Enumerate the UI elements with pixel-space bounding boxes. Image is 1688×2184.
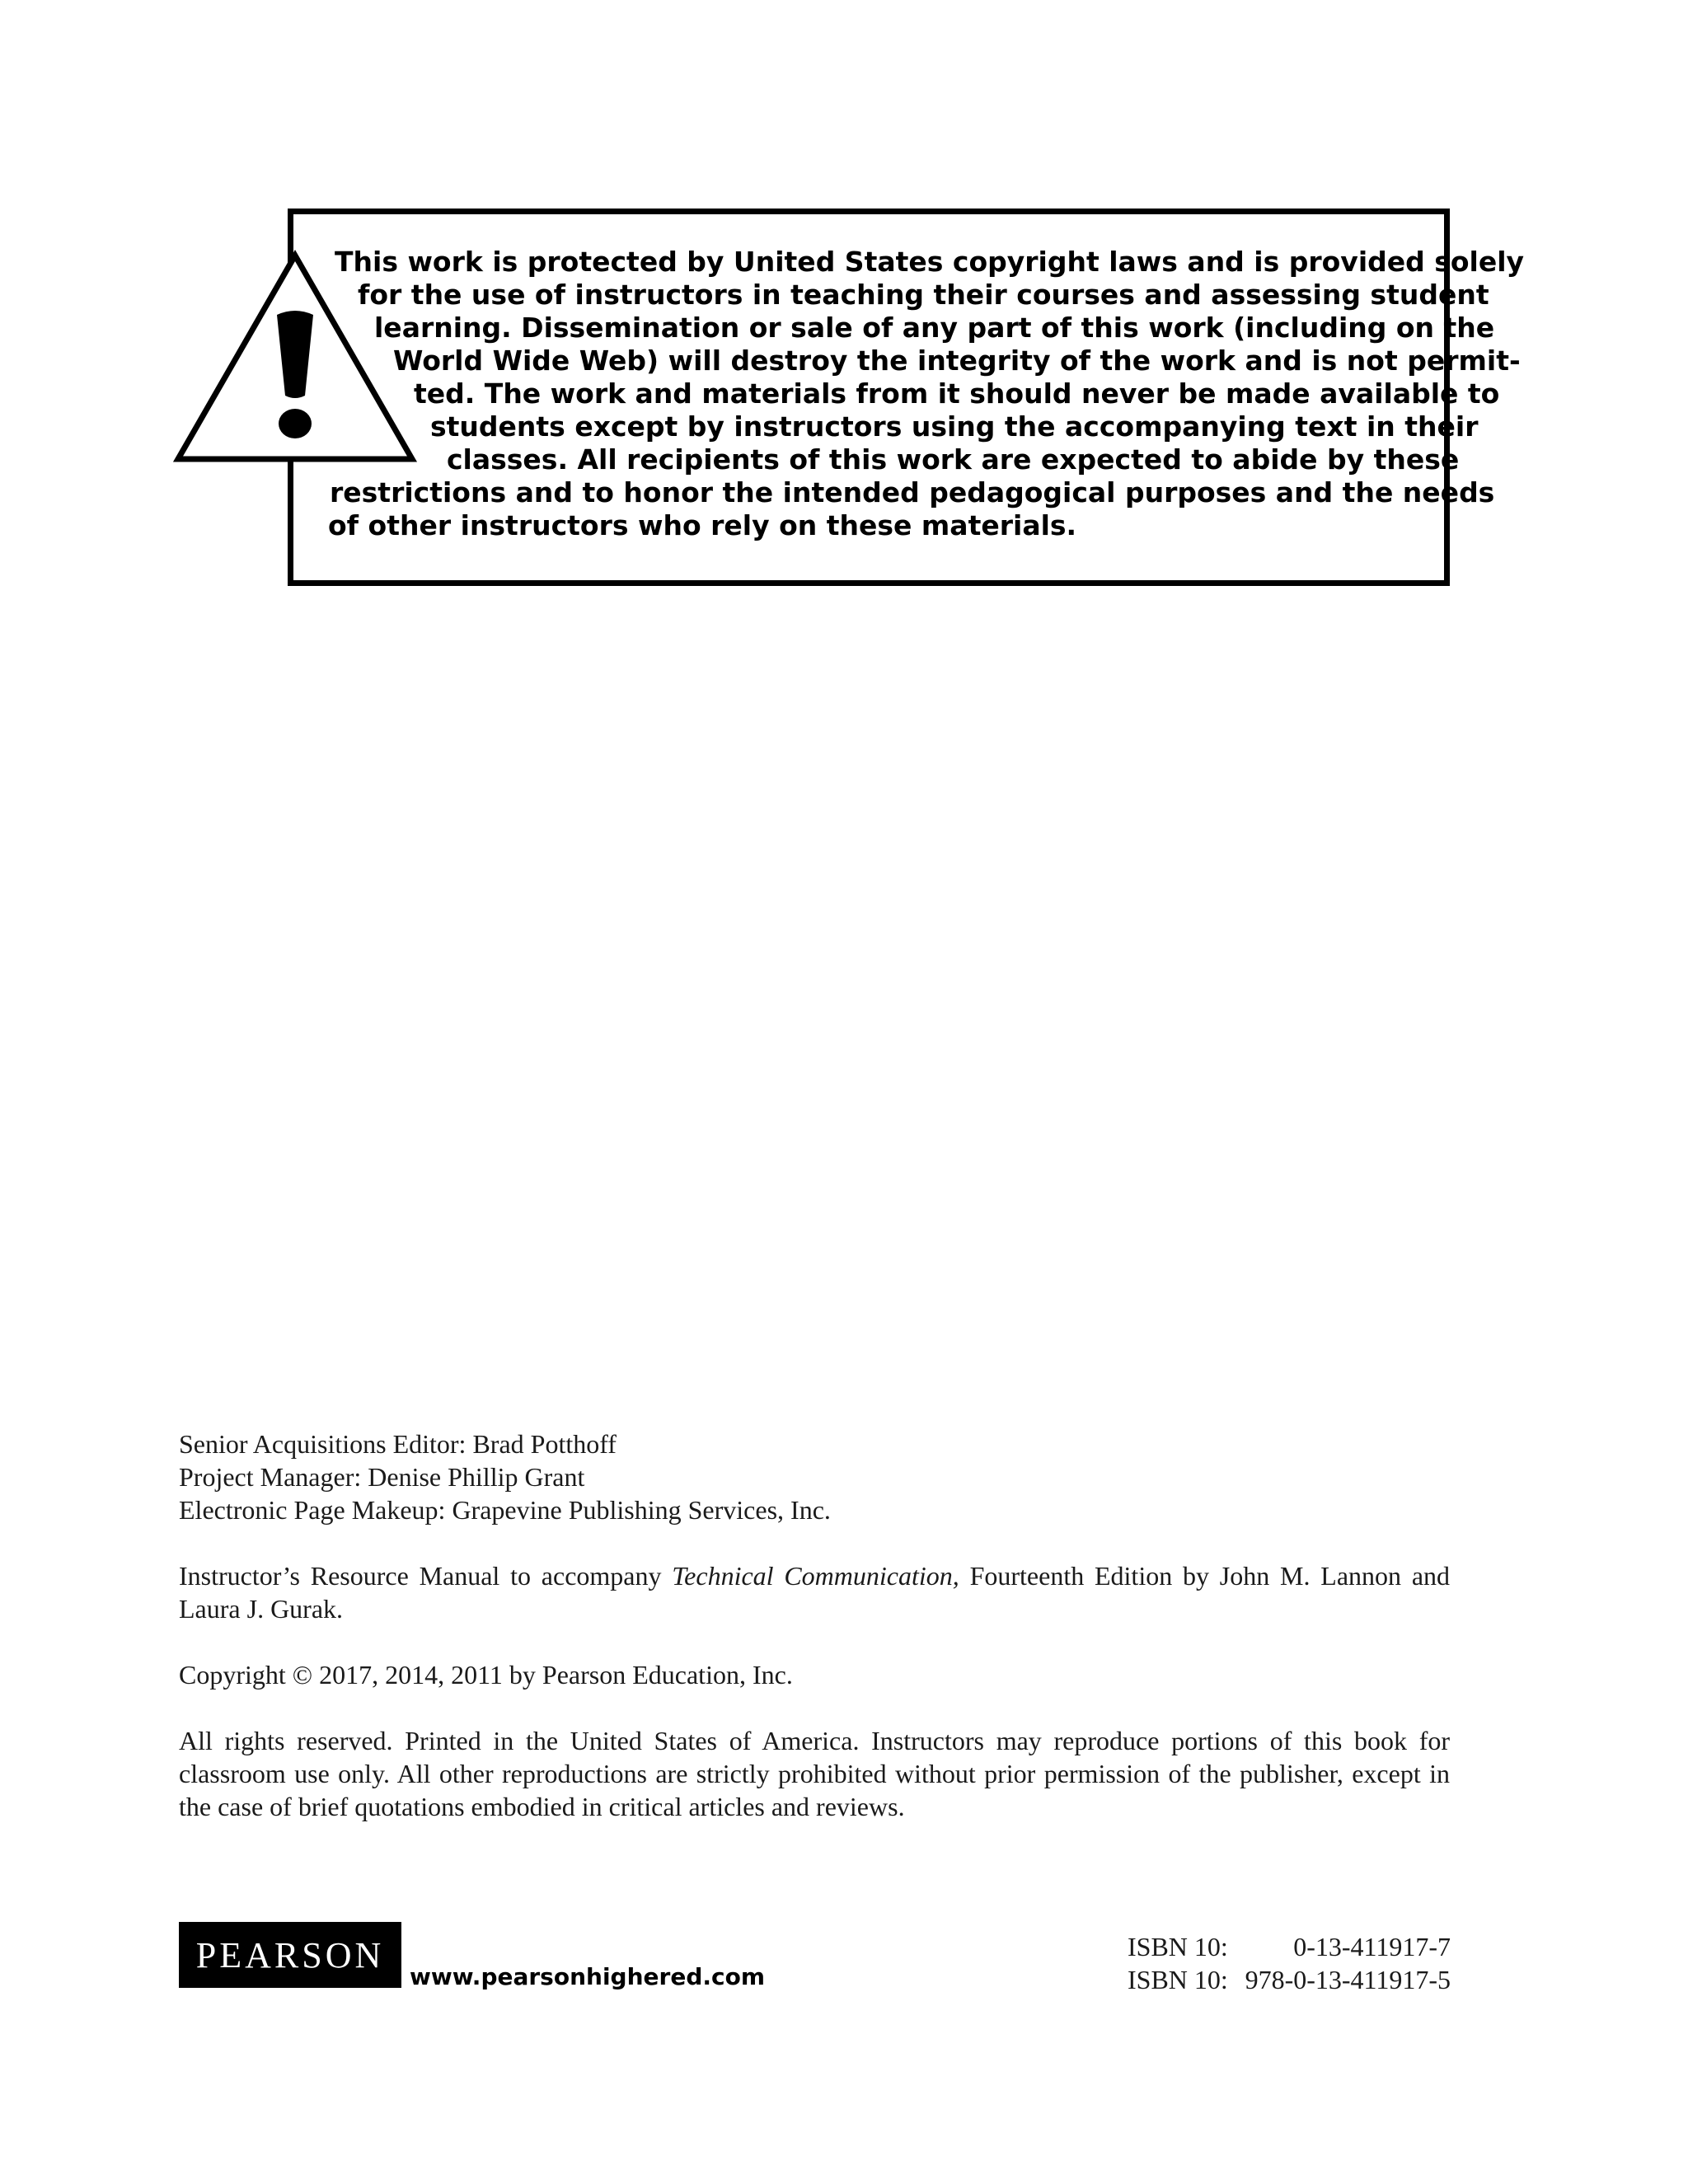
warning-line: learning. Dissemination or sale of any part of this work (including on the — [374, 312, 1495, 344]
publisher-website: www.pearsonhighered.com — [410, 1963, 766, 1990]
pearson-logo — [179, 1922, 401, 1988]
editor-credit: Senior Acquisitions Editor: Brad Potthoff — [179, 1429, 617, 1459]
isbn-block — [1128, 1930, 1451, 1996]
warning-line: ted. The work and materials from it should never be made available to — [414, 377, 1500, 410]
pearson-logo-text: PEARSON — [195, 1934, 385, 1975]
isbn-row — [1128, 1963, 1451, 1996]
manual-description — [179, 1559, 1450, 1625]
isbn-label: ISBN 10: — [1128, 1965, 1228, 1994]
warning-line: restrictions and to honor the intended pedagogical purposes and the needs — [330, 476, 1495, 509]
warning-line: classes. All recipients of this work are expected to abide by these — [447, 443, 1460, 476]
copyright-notice: Copyright © 2017, 2014, 2011 by Pearson Education, Inc. — [179, 1660, 793, 1690]
page-makeup-credit: Electronic Page Makeup: Grapevine Publishing Services, Inc. — [179, 1495, 831, 1525]
isbn-label: ISBN 10: — [1128, 1932, 1228, 1961]
book-title: Technical Communication, — [672, 1561, 959, 1591]
project-manager-credit: Project Manager: Denise Phillip Grant — [179, 1462, 585, 1492]
isbn-value: 978-0-13-411917-5 — [1245, 1965, 1451, 1994]
warning-line: of other instructors who rely on these materials. — [328, 509, 1077, 541]
warning-line: for the use of instructors in teaching their courses and assessing student — [358, 279, 1489, 311]
rights-notice: All rights reserved. Printed in the United States of America. Instructors may reproduce portions of this book for classroom use only. All other reproductions are strictly prohibited without prior permission of the publisher, except in the case of brief quotations embodied in critical articles and reviews. — [179, 1726, 1450, 1821]
manual-prefix: Instructor’s Resource Manual to accompany — [179, 1561, 673, 1591]
warning-line: This work is protected by United States copyright laws and is provided solely — [335, 246, 1525, 278]
manual-suffix: Fourteenth Edition by John M. Lannon and Laura J. Gurak. — [179, 1561, 1451, 1624]
warning-line: students except by instructors using the accompanying text in their — [430, 410, 1479, 443]
copyright-warning-text — [297, 246, 1525, 542]
isbn-value: 0-13-411917-7 — [1293, 1932, 1451, 1961]
copyright-page-credits — [179, 1427, 1450, 1823]
isbn-row — [1128, 1930, 1451, 1963]
staff-credits — [179, 1427, 1450, 1526]
warning-line: World Wide Web) will destroy the integrity of the work and is not permit- — [393, 344, 1521, 377]
